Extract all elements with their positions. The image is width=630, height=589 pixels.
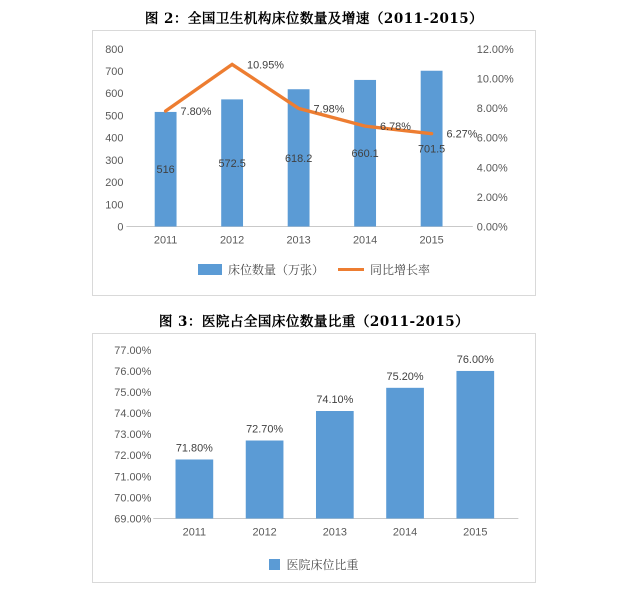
left-axis-tick-label: 0 [117,221,124,234]
figure3-card [92,333,536,583]
x-axis-category-label: 2015 [419,234,444,247]
bar [316,411,354,519]
line-data-label: 10.95% [247,59,285,72]
bar-data-label: 75.20% [386,370,424,383]
left-axis-tick-label: 71.00% [114,471,152,484]
figure3-title: 图 3：医院占全国床位数量比重（2011-2015） [158,314,470,330]
left-axis-tick-label: 74.00% [114,408,152,421]
legend-label: 床位数量（万张） [227,263,324,277]
bar-data-label: 572.5 [218,157,246,170]
x-axis-category-label: 2013 [286,234,311,247]
left-axis-tick-label: 200 [105,177,124,190]
x-axis-category-label: 2015 [463,526,488,539]
bar-data-label: 618.2 [284,152,313,165]
line-data-label: 7.80% [180,106,212,119]
left-axis-tick-label: 700 [105,66,124,79]
figure2-card [92,30,536,296]
left-axis-tick-label: 72.00% [114,450,152,463]
left-axis-tick-label: 600 [105,88,124,101]
bar [246,441,284,519]
right-axis-tick-label: 6.00% [476,132,508,145]
legend-label: 医院床位比重 [286,558,359,572]
left-axis-tick-label: 100 [105,199,124,212]
right-axis-tick-label: 10.00% [476,73,514,86]
bar-data-label: 516 [156,164,175,177]
left-axis-tick-label: 70.00% [114,492,152,505]
figure3-chart-canvas [93,334,535,582]
left-axis-tick-label: 75.00% [114,387,152,399]
left-axis-tick-label: 400 [105,132,124,145]
legend-item-bed-count [198,261,324,278]
legend-item-hospital-bed-share [269,556,358,573]
line-swatch-icon [338,268,364,272]
left-axis-tick-label: 300 [105,154,124,167]
x-axis-category-label: 2014 [392,526,418,539]
bar-data-label: 74.10% [316,394,354,407]
right-axis-tick-label: 12.00% [476,43,514,56]
figure2-title: 图 2：全国卫生机构床位数量及增速（2011-2015） [144,11,484,27]
x-axis-category-label: 2011 [153,234,178,247]
legend-label: 同比增长率 [370,263,431,277]
bar-data-label: 660.1 [351,148,379,161]
bar-data-label: 701.5 [417,143,446,156]
right-axis-tick-label: 4.00% [476,162,508,175]
legend-item-growth-rate [338,261,430,278]
bar-swatch-icon [198,264,222,275]
right-axis-tick-label: 8.00% [476,103,508,116]
bar-data-label: 76.00% [456,354,494,367]
line-data-label: 7.98% [313,103,345,116]
figure2-chart-canvas [93,31,535,295]
x-axis-category-label: 2014 [352,234,378,247]
figure2-legend [93,261,535,278]
left-axis-tick-label: 77.00% [114,344,152,357]
x-axis-category-label: 2012 [219,234,245,247]
x-axis-category-label: 2011 [182,526,207,539]
left-axis-tick-label: 800 [105,43,124,56]
left-axis-tick-label: 69.00% [114,513,152,526]
left-axis-tick-label: 500 [105,110,124,123]
line-data-label: 6.78% [380,121,411,134]
bar-data-label: 72.70% [246,423,284,436]
right-axis-tick-label: 2.00% [476,191,508,204]
x-axis-category-label: 2013 [322,526,347,539]
left-axis-tick-label: 76.00% [114,365,152,378]
bar-swatch-icon [269,559,280,570]
right-axis-tick-label: 0.00% [476,221,508,234]
left-axis-tick-label: 73.00% [114,429,152,442]
figure3-legend [93,556,535,573]
bar [386,388,424,519]
bar [176,459,214,518]
line-data-label: 6.27% [446,128,478,141]
bar-data-label: 71.80% [175,442,213,455]
bar [456,371,494,519]
x-axis-category-label: 2012 [252,526,277,539]
